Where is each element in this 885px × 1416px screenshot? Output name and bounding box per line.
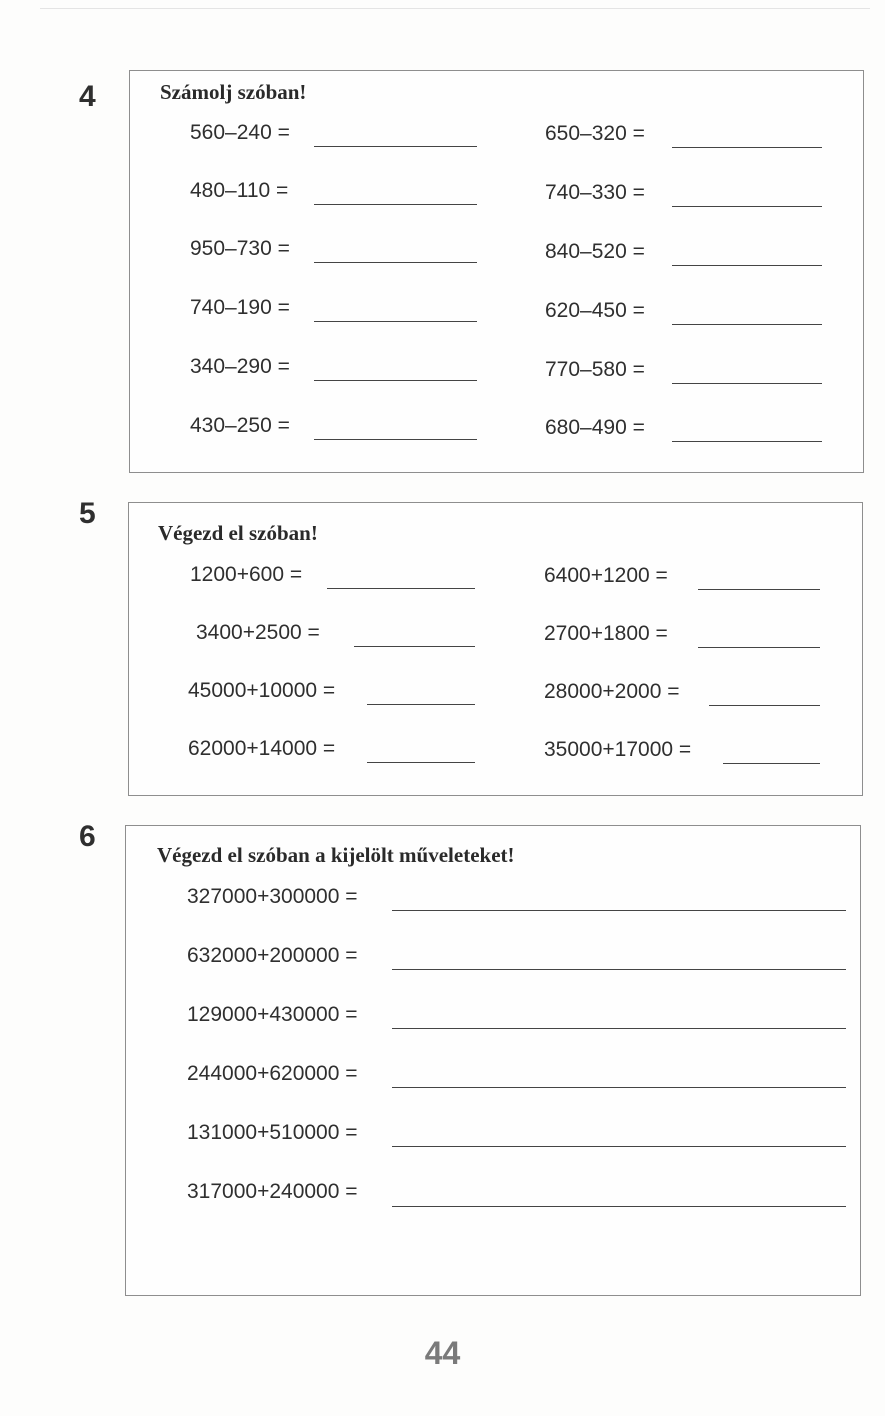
answer-line[interactable] (392, 1206, 846, 1207)
exercise-4-item: 650–320 = (545, 122, 645, 145)
exercise-5-item: 1200+600 = (190, 563, 303, 586)
answer-line[interactable] (709, 705, 820, 706)
answer-line[interactable] (367, 762, 475, 763)
answer-line[interactable] (314, 321, 477, 322)
exercise-4-item: 740–190 = (190, 296, 290, 319)
exercise-4-title: Számolj szóban! (160, 80, 307, 104)
page-number: 44 (424, 1335, 461, 1371)
exercise-5-number: 5 (79, 497, 96, 530)
exercise-6-item: 632000+200000 = (187, 944, 358, 967)
answer-line[interactable] (314, 262, 477, 263)
exercise-6-item: 129000+430000 = (187, 1003, 358, 1026)
answer-line[interactable] (314, 439, 477, 440)
answer-line[interactable] (672, 265, 822, 266)
answer-line[interactable] (367, 704, 475, 705)
exercise-4-item: 740–330 = (545, 181, 645, 204)
exercise-4-item: 340–290 = (190, 355, 290, 378)
answer-line[interactable] (392, 1146, 846, 1147)
exercise-5-item: 6400+1200 = (544, 564, 668, 587)
answer-line[interactable] (672, 441, 822, 442)
exercise-6-item: 327000+300000 = (187, 885, 358, 908)
exercise-5-item: 28000+2000 = (544, 680, 680, 703)
answer-line[interactable] (314, 380, 477, 381)
exercise-5-title: Végezd el szóban! (158, 521, 318, 545)
exercise-4-item: 950–730 = (190, 237, 290, 260)
exercise-4-item: 680–490 = (545, 416, 645, 439)
exercise-5-item: 45000+10000 = (188, 679, 336, 702)
exercise-4-item: 480–110 = (190, 179, 289, 202)
exercise-4-item: 430–250 = (190, 414, 290, 437)
exercise-5-item: 2700+1800 = (544, 622, 668, 645)
answer-line[interactable] (392, 1028, 846, 1029)
answer-line[interactable] (723, 763, 820, 764)
exercise-6-item: 317000+240000 = (187, 1180, 358, 1203)
answer-line[interactable] (698, 589, 820, 590)
exercise-4-number: 4 (79, 80, 96, 113)
answer-line[interactable] (314, 204, 477, 205)
exercise-6-number: 6 (79, 820, 96, 853)
exercise-5-item: 3400+2500 = (196, 621, 320, 644)
exercise-5-item: 35000+17000 = (544, 738, 692, 761)
exercise-6-item: 244000+620000 = (187, 1062, 358, 1085)
answer-line[interactable] (672, 147, 822, 148)
answer-line[interactable] (698, 647, 820, 648)
exercise-6-item: 131000+510000 = (187, 1121, 358, 1144)
answer-line[interactable] (314, 146, 477, 147)
answer-line[interactable] (672, 383, 822, 384)
exercise-4-item: 840–520 = (545, 240, 645, 263)
answer-line[interactable] (327, 588, 475, 589)
answer-line[interactable] (672, 324, 822, 325)
exercise-4-item: 560–240 = (190, 121, 290, 144)
answer-line[interactable] (354, 646, 475, 647)
answer-line[interactable] (392, 1087, 846, 1088)
exercise-6-title: Végezd el szóban a kijelölt műveleteket! (157, 843, 515, 867)
answer-line[interactable] (392, 910, 846, 911)
page-top-rule (40, 8, 870, 9)
answer-line[interactable] (392, 969, 846, 970)
exercise-4-item: 770–580 = (545, 358, 645, 381)
exercise-4-item: 620–450 = (545, 299, 645, 322)
answer-line[interactable] (672, 206, 822, 207)
exercise-5-item: 62000+14000 = (188, 737, 336, 760)
